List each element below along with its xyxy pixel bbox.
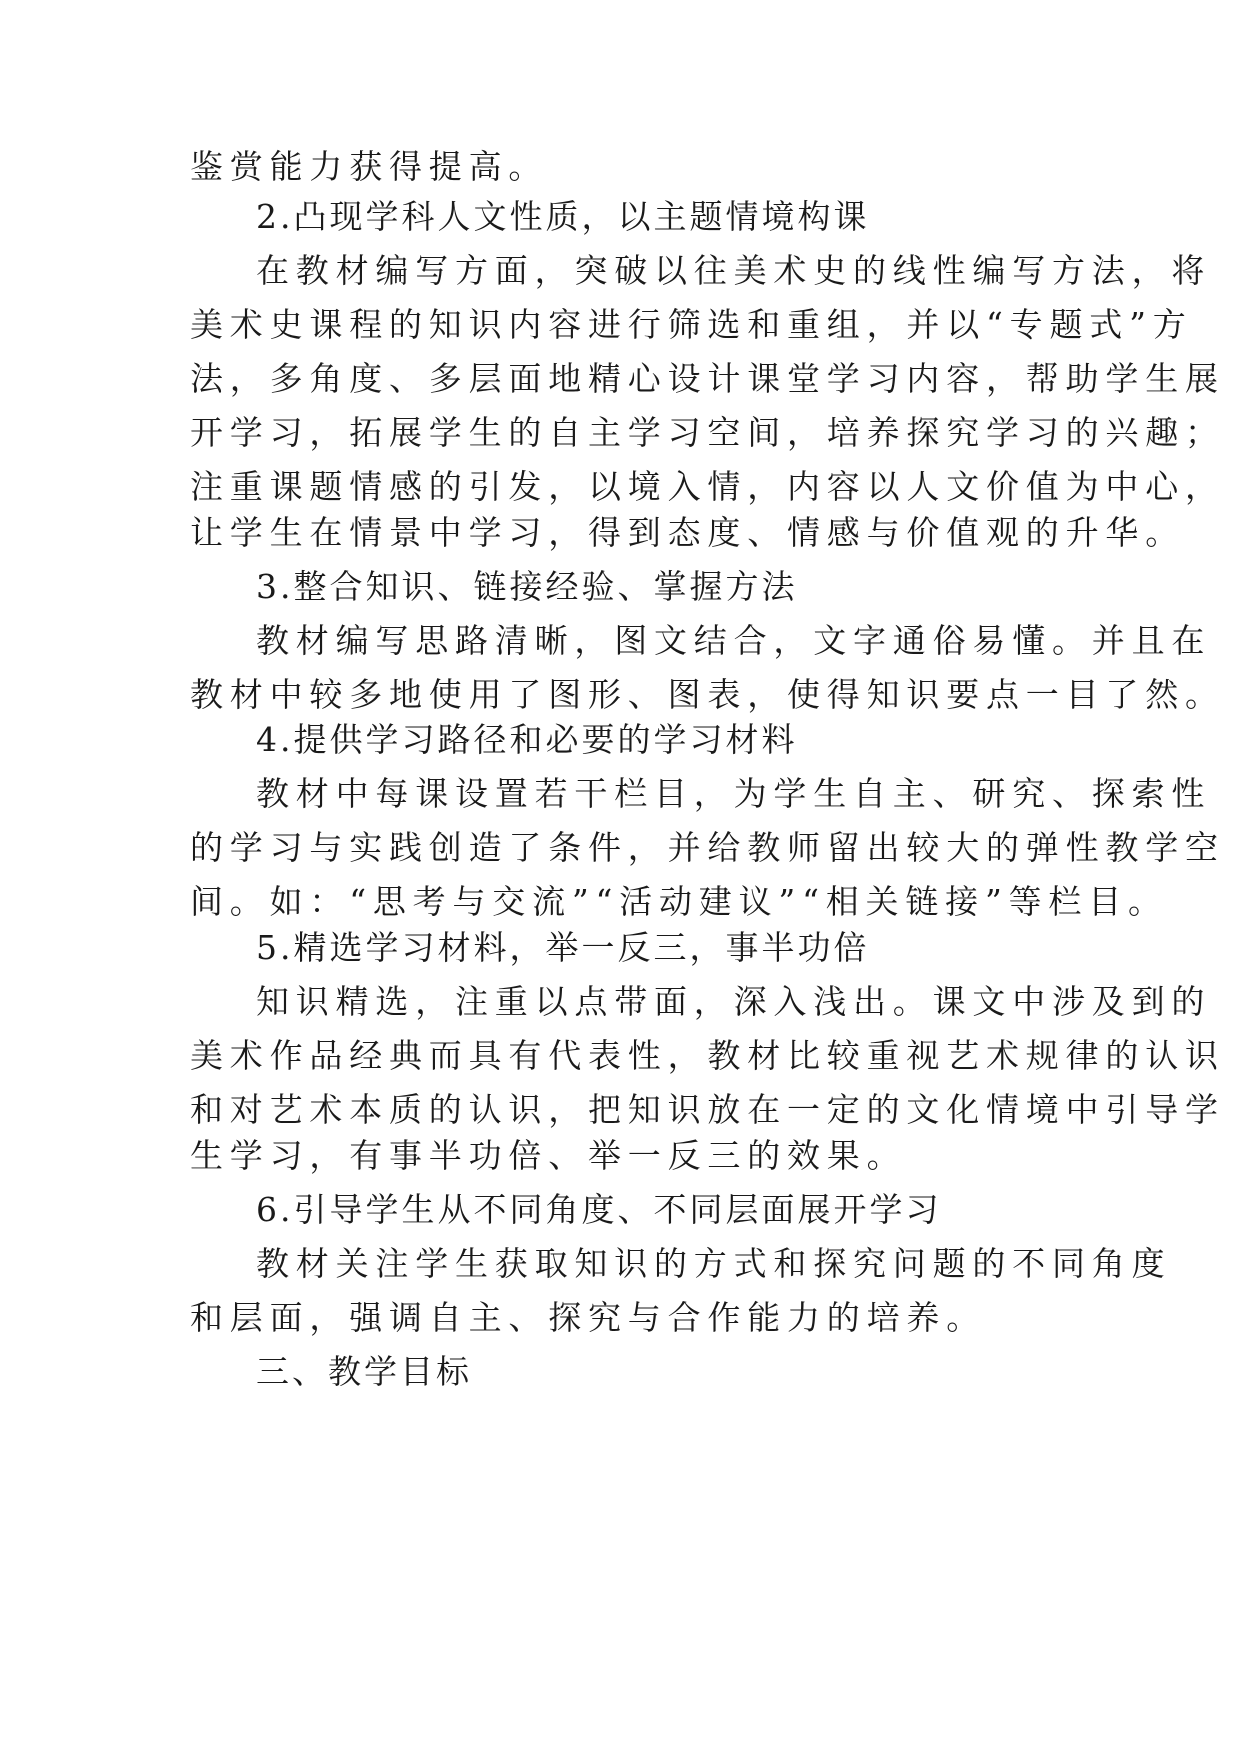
section-heading-2: 2.凸现学科人文性质，以主题情境构课 (256, 197, 870, 236)
section-heading-4: 4.提供学习路径和必要的学习材料 (256, 720, 798, 759)
paragraph-line: 美术史课程的知识内容进行筛选和重组，并以“专题式”方 (190, 305, 1193, 344)
paragraph-line: 教材关注学生获取知识的方式和探究问题的不同角度 (256, 1244, 1172, 1283)
paragraph-line: 教材编写思路清晰，图文结合，文字通俗易懂。并且在 (256, 621, 1212, 660)
section-heading-5: 5.精选学习材料，举一反三，事半功倍 (256, 928, 870, 967)
paragraph-line: 注重课题情感的引发，以境入情，内容以人文价值为中心， (190, 467, 1225, 506)
paragraph-line: 让学生在情景中学习，得到态度、情感与价值观的升华。 (190, 513, 1185, 552)
paragraph-line: 间。如：“思考与交流”“活动建议”“相关链接”等栏目。 (190, 882, 1168, 921)
paragraph-line: 法，多角度、多层面地精心设计课堂学习内容，帮助学生展 (190, 359, 1225, 398)
paragraph-line: 美术作品经典而具有代表性，教材比较重视艺术规律的认识 (190, 1036, 1225, 1075)
paragraph-line: 生学习，有事半功倍、举一反三的效果。 (190, 1136, 907, 1175)
paragraph-line: 和对艺术本质的认识，把知识放在一定的文化情境中引导学 (190, 1090, 1225, 1129)
paragraph-line: 知识精选，注重以点带面，深入浅出。课文中涉及到的 (256, 982, 1212, 1021)
section-heading-6: 6.引导学生从不同角度、不同层面展开学习 (256, 1190, 942, 1229)
paragraph-continuation: 鉴赏能力获得提高。 (190, 147, 549, 186)
paragraph-line: 开学习，拓展学生的自主学习空间，培养探究学习的兴趣； (190, 413, 1225, 452)
paragraph-line: 的学习与实践创造了条件，并给教师留出较大的弹性教学空 (190, 828, 1225, 867)
paragraph-line: 教材中每课设置若干栏目，为学生自主、研究、探索性 (256, 774, 1212, 813)
chapter-heading: 三、教学目标 (256, 1352, 472, 1391)
paragraph-line: 教材中较多地使用了图形、图表，使得知识要点一目了然。 (190, 675, 1225, 714)
section-heading-3: 3.整合知识、链接经验、掌握方法 (256, 567, 798, 606)
paragraph-line: 在教材编写方面，突破以往美术史的线性编写方法，将 (256, 251, 1212, 290)
paragraph-line: 和层面，强调自主、探究与合作能力的培养。 (190, 1298, 986, 1337)
